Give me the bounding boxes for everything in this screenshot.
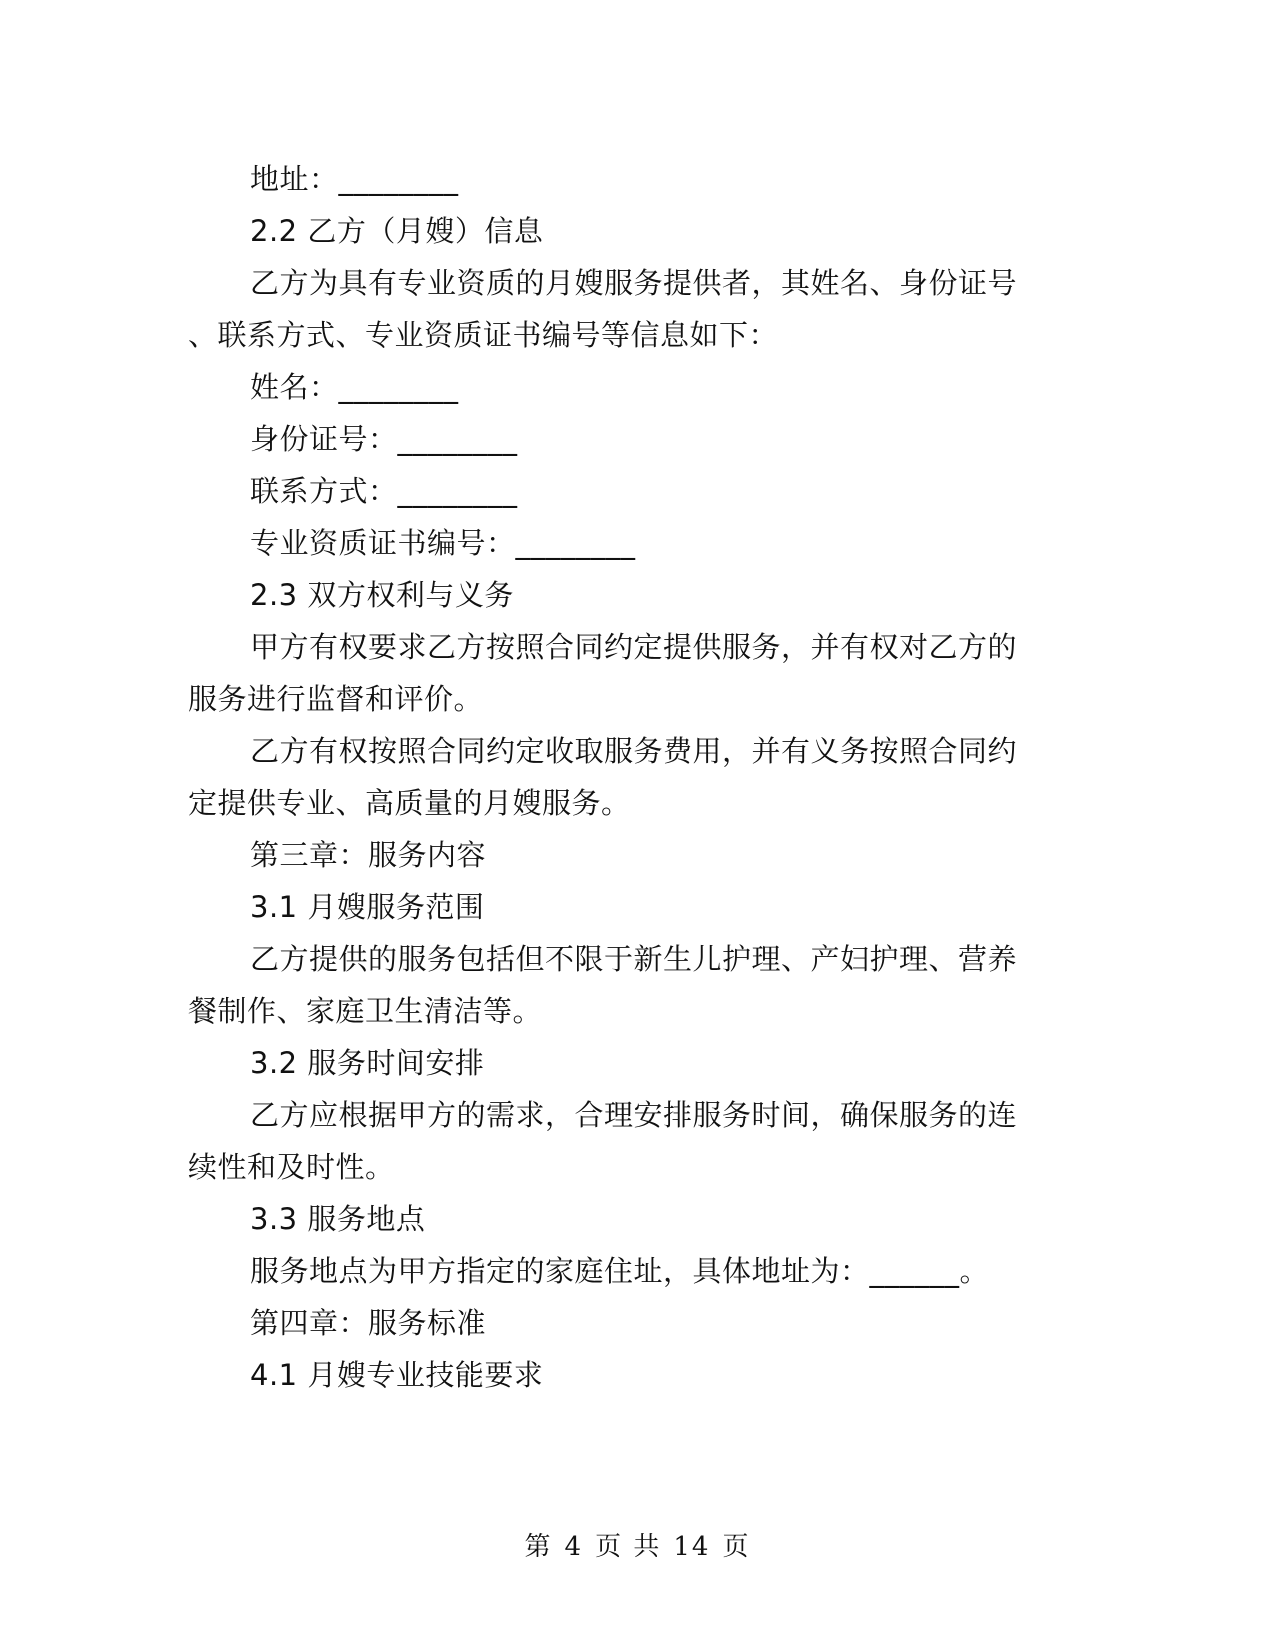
text-line: 2.2 乙方（月嫂）信息 <box>250 214 544 248</box>
text-line: 3.3 服务地点 <box>250 1202 426 1236</box>
text-line: 甲方有权要求乙方按照合同约定提供服务，并有权对乙方的 <box>250 630 1018 664</box>
text-line: 续性和及时性。 <box>188 1150 395 1184</box>
text-line: 4.1 月嫂专业技能要求 <box>250 1358 544 1392</box>
document-body <box>188 153 1063 1401</box>
text-line: 、联系方式、专业资质证书编号等信息如下： <box>188 318 779 352</box>
footer-suffix: 页 <box>722 1532 751 1562</box>
text-line: 联系方式：________ <box>250 474 518 508</box>
text-line: 3.1 月嫂服务范围 <box>250 890 485 924</box>
text-line: 身份证号：________ <box>250 422 518 456</box>
footer-middle: 页 共 <box>595 1532 662 1562</box>
footer-total-pages: 14 <box>673 1532 711 1562</box>
text-line: 3.2 服务时间安排 <box>250 1046 485 1080</box>
text-line: 乙方提供的服务包括但不限于新生儿护理、产妇护理、营养 <box>250 942 1018 976</box>
text-line: 乙方应根据甲方的需求，合理安排服务时间，确保服务的连 <box>250 1098 1018 1132</box>
text-line: 定提供专业、高质量的月嫂服务。 <box>188 786 631 820</box>
text-line: 地址：________ <box>250 162 459 196</box>
page-footer <box>0 1526 1275 1563</box>
text-line: 姓名：________ <box>250 370 459 404</box>
text-line: 乙方为具有专业资质的月嫂服务提供者，其姓名、身份证号 <box>250 266 1018 300</box>
text-line: 服务进行监督和评价。 <box>188 682 484 716</box>
text-line: 第四章：服务标准 <box>250 1306 487 1340</box>
text-line: 乙方有权按照合同约定收取服务费用，并有义务按照合同约 <box>250 734 1018 768</box>
text-line: 餐制作、家庭卫生清洁等。 <box>188 994 543 1028</box>
footer-current-page: 4 <box>564 1532 584 1562</box>
text-line: 服务地点为甲方指定的家庭住址，具体地址为：______。 <box>250 1254 990 1288</box>
text-line: 2.3 双方权利与义务 <box>250 578 514 612</box>
text-line: 第三章：服务内容 <box>250 838 487 872</box>
text-line: 专业资质证书编号：________ <box>250 526 636 560</box>
footer-prefix: 第 <box>524 1532 553 1562</box>
